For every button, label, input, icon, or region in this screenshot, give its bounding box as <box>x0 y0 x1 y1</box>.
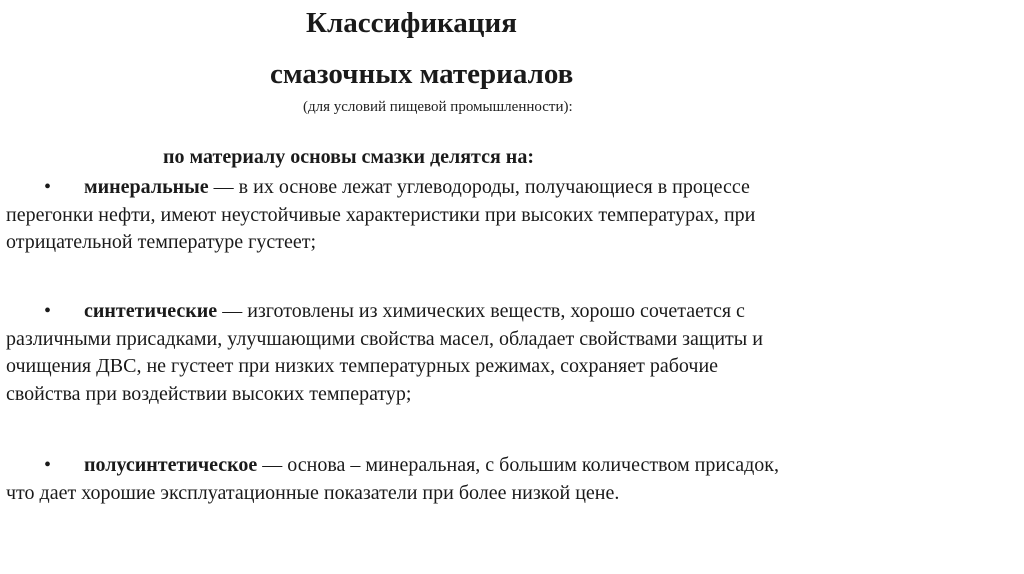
item-text: — в их основе лежат углеводороды, получающиеся в процессе <box>208 176 750 198</box>
bullet-icon: • <box>44 300 52 322</box>
term-semisynthetic: полусинтетическое <box>84 454 258 476</box>
bullet-icon: • <box>44 176 52 198</box>
list-item-mineral <box>6 174 1016 257</box>
item-text: свойства при воздействии высоких температур; <box>6 382 412 405</box>
title-line-1: Классификация <box>306 7 517 39</box>
list-item-synthetic <box>6 298 1016 408</box>
item-text: очищения ДВС, не густеет при низких температурных режимах, сохраняет рабочие <box>6 355 719 377</box>
list-item-first-line <box>6 174 1016 202</box>
item-text: отрицательной температуре густеет; <box>6 231 317 253</box>
item-text: — изготовлены из химических веществ, хорошо сочетается с <box>217 300 745 322</box>
list-item-first-line <box>6 298 1016 326</box>
list-item-semisynthetic <box>6 452 1016 507</box>
subtitle: (для условий пищевой промышленности): <box>303 99 573 115</box>
term-synthetic: синтетические <box>84 300 218 322</box>
bullet-icon: • <box>44 454 52 476</box>
item-text: перегонки нефти, имеют неустойчивые характеристики при высоких температурах, при <box>6 203 756 226</box>
list-item-first-line <box>6 452 1016 480</box>
item-text: — основа – минеральная, с большим количеством присадок, <box>257 454 779 476</box>
item-text: различными присадками, улучшающими свойства масел, обладает свойствами защиты и <box>6 327 763 350</box>
item-text: что дает хорошие эксплуатационные показатели при более низкой цене. <box>6 481 620 504</box>
title-line-2: смазочных материалов <box>270 58 574 90</box>
intro-heading: по материалу основы смазки делятся на: <box>163 146 534 168</box>
term-mineral: минеральные <box>84 176 209 198</box>
